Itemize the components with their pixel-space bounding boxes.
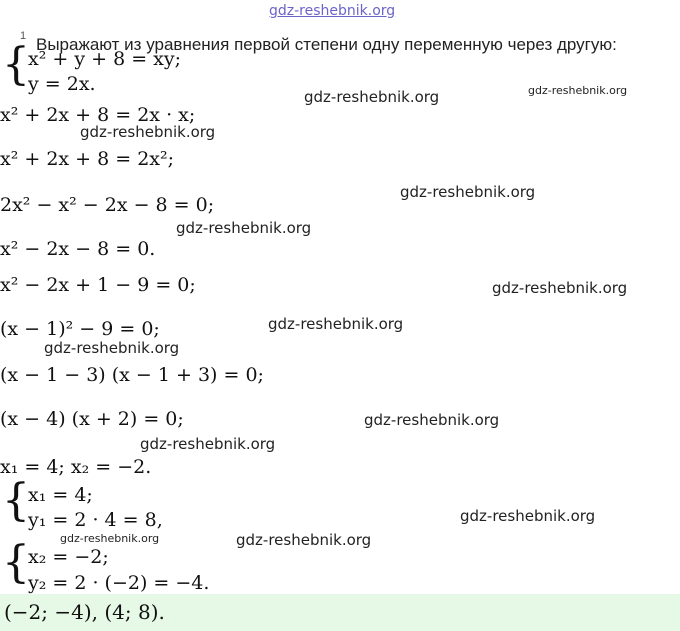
watermark: gdz-reshebnik.org xyxy=(528,84,628,97)
watermark: gdz-reshebnik.org xyxy=(140,435,276,453)
step-line: (x − 4) (x + 2) = 0; xyxy=(0,408,184,430)
watermark: gdz-reshebnik.org xyxy=(60,532,160,545)
system-brace: { xyxy=(2,537,30,588)
step-line: x² − 2x + 1 − 9 = 0; xyxy=(0,274,196,296)
system2-eq1: x₁ = 4; xyxy=(28,484,93,506)
system1-eq2: y = 2x. xyxy=(28,73,96,95)
step-line: (x − 1 − 3) (x − 1 + 3) = 0; xyxy=(0,364,264,386)
system1-eq1: x² + y + 8 = xy; xyxy=(28,48,182,70)
task-number: 1 xyxy=(20,30,27,42)
system3-eq2: y₂ = 2 · (−2) = −4. xyxy=(28,572,210,594)
watermark: gdz-reshebnik.org xyxy=(176,219,312,237)
system3-eq1: x₂ = −2; xyxy=(28,546,109,568)
watermark: gdz-reshebnik.org xyxy=(364,411,500,429)
system-brace: { xyxy=(2,475,30,526)
answer-text: (−2; −4), (4; 8). xyxy=(4,600,165,624)
step-line: x² + 2x + 8 = 2x²; xyxy=(0,148,175,170)
watermark: gdz-reshebnik.org xyxy=(44,339,180,357)
watermark: gdz-reshebnik.org xyxy=(80,123,216,141)
watermark: gdz-reshebnik.org xyxy=(304,88,440,106)
watermark: gdz-reshebnik.org xyxy=(236,531,372,549)
watermark: gdz-reshebnik.org xyxy=(492,279,628,297)
system-brace: { xyxy=(2,39,30,90)
step-line: x² + 2x + 8 = 2x · x; xyxy=(0,104,196,126)
watermark: gdz-reshebnik.org xyxy=(400,183,536,201)
step-line: x² − 2x − 8 = 0. xyxy=(0,238,156,260)
watermark-top-link[interactable]: gdz-reshebnik.org xyxy=(269,3,396,19)
watermark: gdz-reshebnik.org xyxy=(268,315,404,333)
step-line: x₁ = 4; x₂ = −2. xyxy=(0,456,152,478)
intro-text: Выражают из уравнения первой степени одну переменную через другую: xyxy=(36,35,617,54)
step-line: 2x² − x² − 2x − 8 = 0; xyxy=(0,194,215,216)
watermark: gdz-reshebnik.org xyxy=(460,507,596,525)
system2-eq2: y₁ = 2 · 4 = 8, xyxy=(28,509,163,531)
step-line: (x − 1)² − 9 = 0; xyxy=(0,318,160,340)
